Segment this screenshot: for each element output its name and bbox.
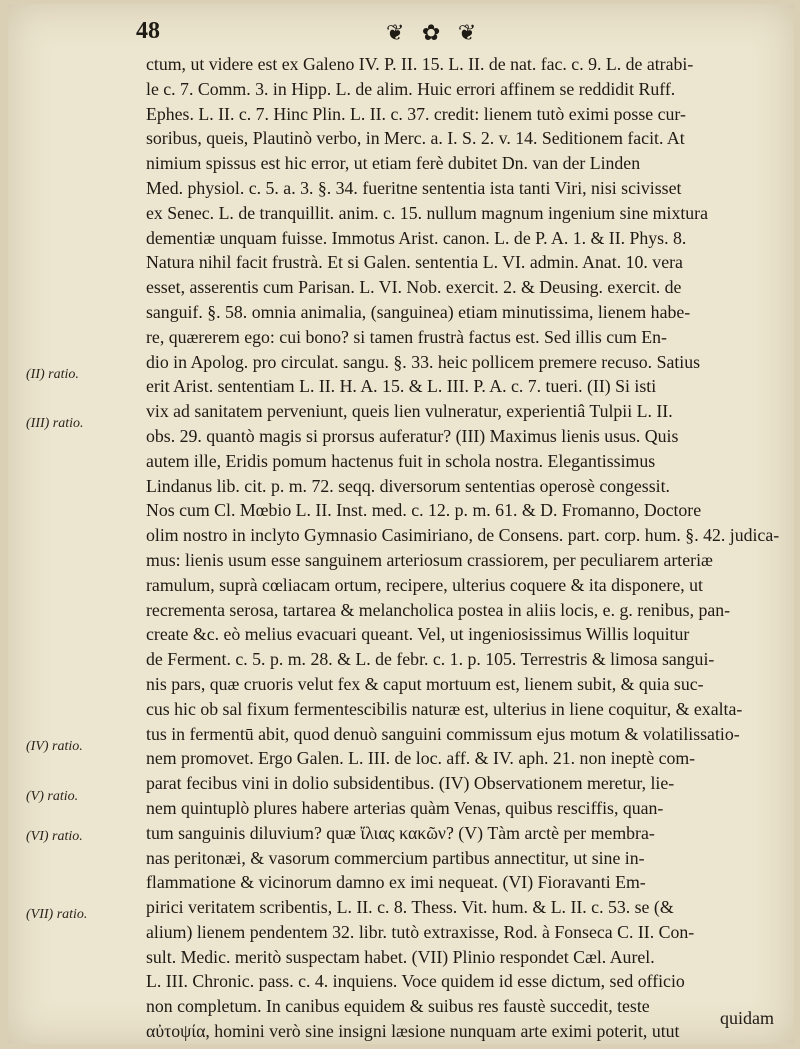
text-line: nis pars, quæ cruoris velut fex & caput mortuum est, lienem subit, & quia suc- bbox=[146, 673, 704, 694]
margin-note-ratio-3: (III) ratio. bbox=[26, 416, 84, 431]
text-line: ramulum, suprà cœliacam ortum, recipere, ulterius coquere & ita disponere, ut bbox=[146, 574, 703, 595]
text-line: Nos cum Cl. Mœbio L. II. Inst. med. c. 12. p. m. 61. & D. Fromanno, Doctore bbox=[146, 500, 702, 521]
text-line: olim nostro in inclyto Gymnasio Casimiriano, de Consens. part. corp. hum. §. 42. judica- bbox=[146, 525, 780, 546]
text-line: dementiæ unquam fuisse. Immotus Arist. canon. L. de P. A. 1. & II. Phys. 8. bbox=[146, 227, 687, 248]
body-text bbox=[146, 52, 786, 1044]
text-line: flammatione & vicinorum damno ex imi nequeat. (VI) Fioravanti Em- bbox=[146, 872, 646, 893]
text-line: sanguif. §. 58. omnia animalia, (sanguinea) etiam minutissima, lienem habe- bbox=[146, 301, 691, 322]
text-line: cus hic ob sal fixum fermentescibilis naturæ est, ulterius in liene coquitur, & exalta- bbox=[146, 698, 743, 719]
text-line: autem ille, Eridis pomum hactenus fuit in schola nostra. Elegantissimus bbox=[146, 450, 656, 471]
text-line: parat fecibus vini in dolio subsidentibus. (IV) Observationem meretur, lie- bbox=[146, 773, 675, 794]
text-line: mus: lienis usum esse sanguinem arteriosum crassiorem, per peculiarem arteriæ bbox=[146, 549, 713, 570]
text-line: Med. physiol. c. 5. a. 3. §. 34. fueritne sententia ista tanti Viri, nisi scivisset bbox=[146, 177, 682, 198]
text-line: non completum. In canibus equidem & suibus res faustè succedit, teste bbox=[146, 996, 650, 1017]
text-line: tum sanguinis diluvium? quæ ἴλιας κακῶν? (V) Tàm arctè per membra- bbox=[146, 822, 655, 843]
text-line: nas peritonæi, & vasorum commercium partibus annectitur, ut sine in- bbox=[146, 847, 645, 868]
text-line: recrementa serosa, tartarea & melancholica postea in aliis locis, e. g. renibus, pan- bbox=[146, 599, 731, 620]
text-line: obs. 29. quantò magis si prorsus auferatur? (III) Maximus lienis usus. Quis bbox=[146, 425, 679, 446]
text-line: L. III. Chronic. pass. c. 4. inquiens. Voce quidem id esse dictum, sed officio bbox=[146, 971, 685, 992]
margin-note-ratio-4: (IV) ratio. bbox=[26, 739, 83, 754]
text-line: Natura nihil facit frustrà. Et si Galen. sententia L. VI. admin. Anat. 10. vera bbox=[146, 252, 683, 273]
text-line: alium) lienem pendentem 32. libr. tutò extraxisse, Rod. à Fonseca C. II. Con- bbox=[146, 921, 695, 942]
margin-note-ratio-5: (V) ratio. bbox=[26, 789, 79, 804]
text-line: create &c. eò melius evacuari queant. Vel, ut ingeniosissimus Willis loquitur bbox=[146, 624, 690, 645]
text-line: nimium spissus est hic error, ut etiam ferè dubitet Dn. van der Linden bbox=[146, 153, 641, 174]
text-line: nem promovet. Ergo Galen. L. III. de loc. aff. & IV. aph. 21. non ineptè com- bbox=[146, 748, 696, 769]
book-page bbox=[8, 4, 794, 1044]
text-line: le c. 7. Comm. 3. in Hipp. L. de alim. Huic errori affinem se reddidit Ruff. bbox=[146, 78, 676, 99]
text-line: dio in Apolog. pro circulat. sangu. §. 33. heic pollicem premere recuso. Satius bbox=[146, 351, 701, 372]
text-line: pirici veritatem scribentis, L. II. c. 8. Thess. Vit. hum. & L. II. c. 53. se (& bbox=[146, 897, 674, 918]
text-line: αὐτοψία, homini verò sine insigni læsione nunquam arte eximi poterit, utut bbox=[146, 1021, 680, 1042]
text-line: Lindanus lib. cit. p. m. 72. seqq. diversorum sententias operosè congessit. bbox=[146, 475, 670, 496]
text-line: tus in fermentū abit, quod denuò sanguini commissum ejus motum & volatilissatio- bbox=[146, 723, 740, 744]
text-line: ctum, ut videre est ex Galeno IV. P. II. 15. L. II. de nat. fac. c. 9. L. de atrabi- bbox=[146, 54, 694, 74]
text-line: de Ferment. c. 5. p. m. 28. & L. de febr. c. 1. p. 105. Terrestris & limosa sangui- bbox=[146, 649, 715, 670]
text-line: esset, asserentis cum Parisan. L. VI. Nob. exercit. 2. & Deusing. exercit. de bbox=[146, 277, 682, 298]
text-line: vix ad sanitatem perveniunt, queis lien vulneratur, experientiâ Tulpii L. II. bbox=[146, 401, 673, 422]
text-line: soribus, queis, Plautinò verbo, in Merc. a. I. S. 2. v. 14. Seditionem facit. At bbox=[146, 128, 685, 149]
margin-note-ratio-2: (II) ratio. bbox=[26, 367, 79, 382]
margin-note-ratio-7: (VII) ratio. bbox=[26, 907, 88, 922]
margin-note-ratio-6: (VI) ratio. bbox=[26, 829, 83, 844]
text-line: nem quintuplò plures habere arterias quàm Venas, quibus resciffis, quan- bbox=[146, 797, 664, 818]
text-line: sult. Medic. meritò suspectam habet. (VII) Plinio respondet Cæl. Aurel. bbox=[146, 946, 655, 967]
page-number: 48 bbox=[136, 18, 160, 44]
text-line: erit Arist. sententiam L. II. H. A. 15. & L. III. P. A. c. 7. tueri. (II) Si isti bbox=[146, 376, 657, 397]
header-ornament: ❦ ✿ ❦ bbox=[386, 20, 483, 45]
text-line: re, quærerem ego: cui bono? si tamen frustrà factus est. Sed illis cum En- bbox=[146, 326, 667, 347]
catchword: quidam bbox=[720, 1008, 774, 1028]
text-line: ex Senec. L. de tranquillit. anim. c. 15. nullum magnum ingenium sine mixtura bbox=[146, 202, 708, 223]
text-line: Ephes. L. II. c. 7. Hinc Plin. L. II. c. 37. credit: lienem tutò eximi posse cur- bbox=[146, 103, 686, 124]
